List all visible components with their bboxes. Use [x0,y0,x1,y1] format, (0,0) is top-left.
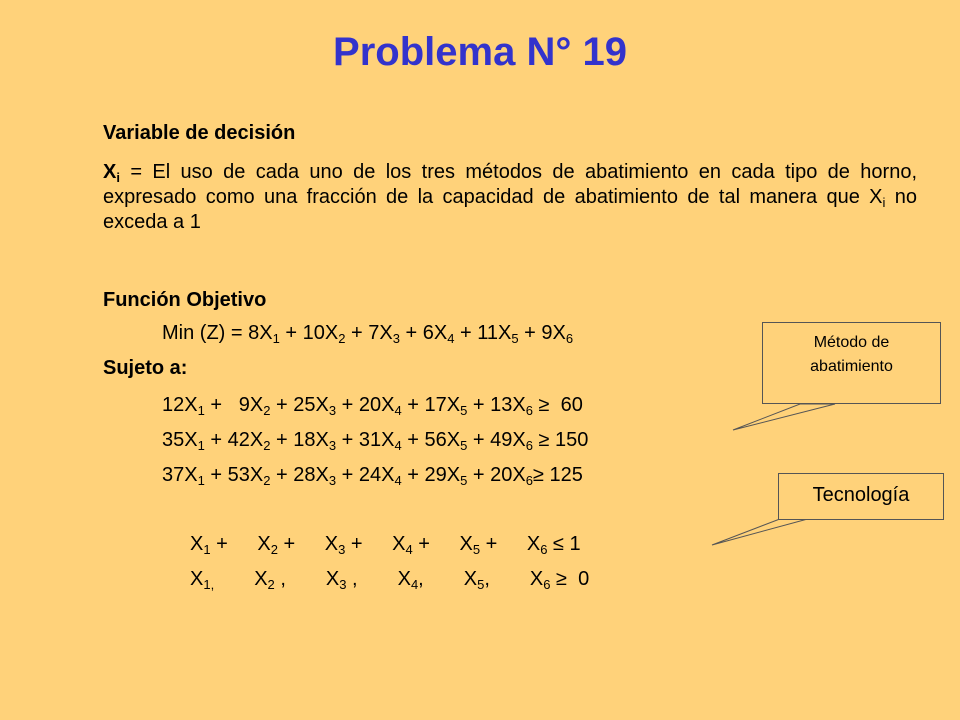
tech-callout-pointer [712,517,815,545]
term-sub: 4 [410,577,419,592]
term-coef: 7X [368,322,393,344]
term-coef: 35X [162,429,198,451]
relation-sign: ≥ [550,568,573,590]
objective-prefix: Min (Z) = [162,322,249,344]
term-coef: 12X [162,394,198,416]
term-op: + [336,464,359,486]
term-coef: 42X [227,429,264,451]
rhs-value: 125 [549,464,583,486]
term-coef: 25X [293,394,329,416]
term-op: + [412,533,436,555]
term-coef: X [254,568,268,590]
term-op: + [480,533,503,555]
term-op: , [484,568,490,590]
term-coef: X [190,533,204,555]
term-op: + [401,464,425,486]
term-coef: X [459,533,473,555]
term-op: + [336,429,359,451]
term-coef: X [392,533,406,555]
term-coef: 9X [238,394,264,416]
term-sub: 5 [511,331,519,346]
term-coef: 56X [424,429,461,451]
term-coef: 6X [422,322,448,344]
method-callout [762,322,941,404]
relation-sign: ≤ [547,533,570,555]
term-coef: X [257,533,271,555]
term-sub: 5 [460,438,468,453]
objective-heading: Función Objetivo [103,289,267,311]
term-coef: 28X [293,464,329,486]
term-sub: 1 [197,403,205,418]
term-sub: 2 [263,403,271,418]
term-sub: 1, [203,577,215,592]
term-coef: 20X [358,394,395,416]
term-coef: X [529,568,544,590]
term-sub: 2 [263,473,271,488]
term-sub: 3 [328,403,337,418]
constraints-heading: Sujeto a: [103,357,188,379]
term-coef: 20X [490,464,526,486]
term-op: , [418,568,424,590]
term-op: + [270,464,294,486]
term-sub: 6 [565,331,574,346]
term-op: + [467,464,491,486]
term-op: + [454,322,478,344]
decision-text-sub: i [882,195,886,210]
term-coef: X [463,568,478,590]
term-sub: 6 [525,473,533,488]
term-sub: 2 [338,331,346,346]
term-coef: X [325,568,340,590]
term-op: + [270,394,294,416]
decision-var: X [103,161,117,183]
term-sub: 2 [267,577,275,592]
term-op: + [399,322,423,344]
term-sub: 2 [263,438,271,453]
term-sub: 5 [477,577,485,592]
term-sub: 5 [460,473,468,488]
decision-heading: Variable de decisión [103,122,296,144]
term-op: + [401,429,425,451]
rhs-value: 150 [555,429,589,451]
page-title: Problema N° 19 [333,30,627,74]
term-coef: 9X [541,322,566,344]
term-sub: 1 [197,473,205,488]
term-op: + [401,394,425,416]
rhs-value: 0 [572,568,590,590]
term-coef: 11X [477,322,512,344]
method-callout-line2: abatimiento [810,358,893,375]
term-sub: 3 [339,577,347,592]
term-coef: 17X [424,394,461,416]
term-sub: 3 [338,542,346,557]
term-op: + [467,394,491,416]
term-op: , [346,568,358,590]
term-sub: 6 [525,403,533,418]
term-op: + [279,322,303,344]
term-op: + [204,464,228,486]
term-sub: 4 [394,438,402,453]
relation-sign: ≥ [532,394,556,416]
term-sub: 4 [394,473,402,488]
decision-var-sub: i [116,170,120,185]
term-op: + [270,429,294,451]
term-coef: 29X [424,464,461,486]
term-coef: X [526,533,541,555]
term-op: + [518,322,542,344]
rhs-value: 1 [569,533,581,555]
rhs-value: 60 [555,394,583,416]
term-sub: 3 [328,473,337,488]
term-op: , [274,568,286,590]
term-op: + [210,533,234,555]
tech-callout: Tecnología [778,473,944,520]
term-sub: 3 [328,438,337,453]
method-callout-pointer [733,404,835,430]
term-sub: 4 [405,542,413,557]
term-coef: 8X [248,322,273,344]
term-sub: 5 [472,542,481,557]
term-coef: X [397,568,411,590]
term-sub: 1 [203,542,211,557]
decision-text-1: = El uso de cada uno de los tres métodos de abatimiento en cada tipo de horno, expresado como una fracción de la capacidad de abatimiento de tal manera que X [103,161,917,208]
term-op: + [204,429,228,451]
term-sub: 5 [460,403,468,418]
term-coef: 18X [293,429,329,451]
term-coef: 53X [227,464,264,486]
term-coef: X [190,568,204,590]
term-op: + [345,322,369,344]
term-coef: 37X [162,464,198,486]
term-coef: 13X [490,394,526,416]
term-sub: 4 [394,403,402,418]
term-coef: 49X [490,429,526,451]
term-op: + [204,394,239,416]
term-coef: 10X [302,322,339,344]
term-op: + [345,533,369,555]
decision-text-2: no exceda a 1 [103,186,917,233]
term-op: + [277,533,301,555]
term-sub: 6 [540,542,548,557]
term-op: + [336,394,359,416]
term-coef: 31X [358,429,395,451]
term-sub: 3 [392,331,400,346]
relation-sign: ≥ [532,429,556,451]
term-sub: 1 [197,438,205,453]
term-sub: 6 [543,577,551,592]
term-sub: 1 [272,331,280,346]
term-sub: 2 [270,542,278,557]
term-coef: 24X [358,464,395,486]
method-callout-line1: Método de [813,334,890,351]
term-sub: 6 [525,438,533,453]
term-coef: X [324,533,339,555]
term-sub: 4 [447,331,455,346]
term-op: + [467,429,491,451]
relation-sign: ≥ [532,464,550,486]
